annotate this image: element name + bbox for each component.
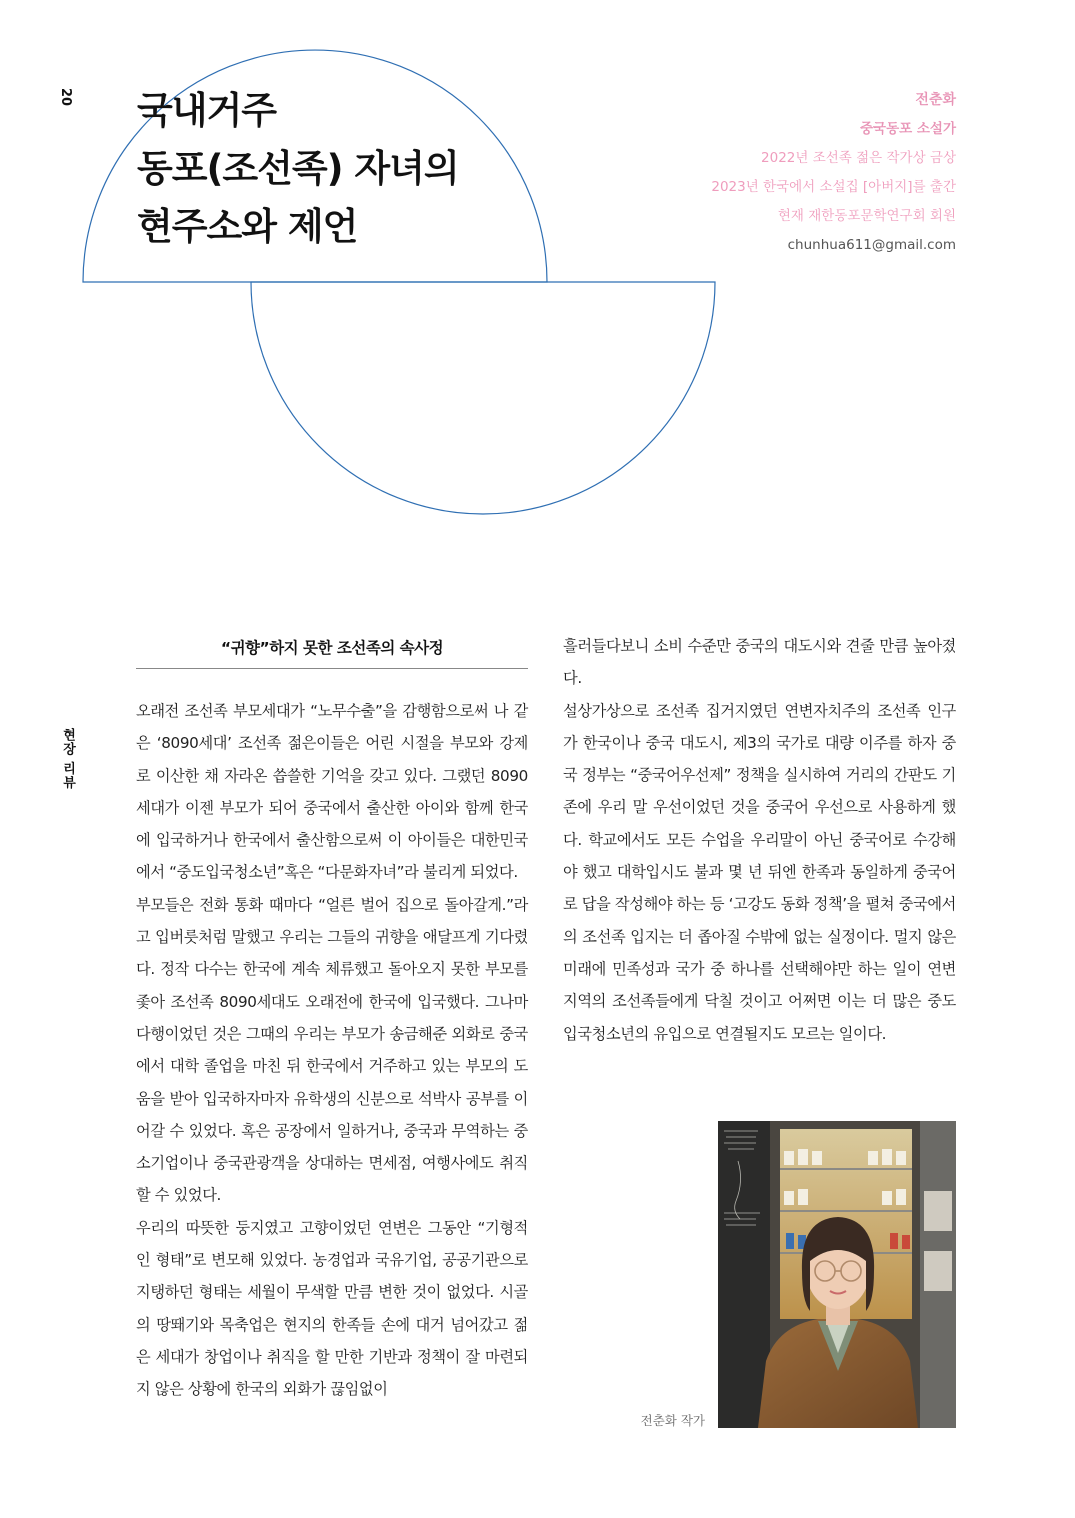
author-award: 2022년 조선족 젊은 작가상 금상 (761, 150, 956, 166)
author-info (596, 86, 956, 260)
paragraph: 부모들은 전화 통화 때마다 “얼른 벌어 집으로 돌아갈게.”라고 입버릇처럼 말했고 우리는 그들의 귀향을 애달프게 기다렸다. 정작 다수는 한국에 계속 체류했고 돌아오지 못한 부모를 좇아 조선족 8090세대도 오래전에 한국에 입국했다. 그나마 다행이었던 것은 그때의 우리는 부모가 송금해준 외화로 중국에서 대학 졸업을 마친 뒤 한국에서 거주하고 있는 부모의 도움을 받아 입국하자마자 유학생의 신분으로 석박사 공부를 이어갈 수 있었다. 혹은 공장에서 일하거나, 중국과 무역하는 중소기업이나 중국관광객을 상대하는 면세점, 여행사에도 취직할 수 있었다. (136, 895, 528, 1205)
section-label: 현장 리뷰 (60, 728, 75, 790)
author-membership: 현재 재한동포문학연구회 회원 (777, 208, 956, 224)
paragraph: 흘러들다보니 소비 수준만 중국의 대도시와 견줄 만큼 높아졌다. (563, 637, 956, 688)
author-photo-illustration (718, 1121, 956, 1428)
article-title (137, 82, 497, 256)
section-subheading: “귀향”하지 못한 조선족의 속사정 (136, 636, 528, 669)
title-line-3: 현주소와 제언 (137, 205, 358, 248)
title-line-2: 동포(조선족) 자녀의 (137, 147, 459, 190)
photo-caption: 전춘화 작가 (640, 1413, 705, 1428)
paragraph: 우리의 따뜻한 둥지였고 고향이었던 연변은 그동안 “기형적인 형태”로 변모해 있었다. 농경업과 국유기업, 공공기관으로 지탱하던 형태는 세월이 무색할 만큼 변한 것이 없었다. 시골의 땅뙈기와 목축업은 현지의 한족들 손에 대거 넘어갔고 젊은 세대가 창업이나 취직을 할 만한 기반과 정책이 잘 마련되지 않은 상황에 한국의 외화가 끊임없이 (136, 1218, 528, 1399)
author-email[interactable]: chunhua611@gmail.com (787, 237, 956, 253)
paragraph: 오래전 조선족 부모세대가 “노무수출”을 감행함으로써 나 같은 ‘8090세대’ 조선족 젊은이들은 어린 시절을 부모와 강제로 이산한 채 자라온 씁쓸한 기억을 갖고 있다. 그랬던 8090세대가 이젠 부모가 되어 중국에서 출산한 아이와 함께 한국에 입국하거나 한국에서 출산함으로써 이 아이들은 대한민국에서 “중도입국청소년”혹은 “다문화자녀”라 불리게 되었다. (136, 702, 528, 882)
right-column (563, 630, 956, 1050)
title-line-1: 국내거주 (137, 89, 276, 132)
author-photo (718, 1121, 956, 1428)
page-number: 20 (58, 88, 73, 107)
author-role: 중국동포 소설가 (860, 121, 956, 137)
paragraph: 설상가상으로 조선족 집거지였던 연변자치주의 조선족 인구가 한국이나 중국 대도시, 제3의 국가로 대량 이주를 하자 중국 정부는 “중국어우선제” 정책을 실시하여 거리의 간판도 기존에 우리 말 우선이었던 것을 중국어 우선으로 사용하게 했다. 학교에서도 모든 수업을 우리말이 아닌 중국어로 수강해야 했고 대학입시도 불과 몇 년 뒤엔 한족과 동일하게 중국어로 답을 작성해야 하는 등 ‘고강도 동화 정책’을 펼쳐 중국에서의 조선족 입지는 더 좁아질 수밖에 없는 실정이다. 멀지 않은 미래에 민족성과 국가 중 하나를 선택해야만 하는 일이 연변 지역의 조선족들에게 닥칠 것이고 어쩌면 이는 더 많은 중도입국청소년의 유입으로 연결될지도 모르는 일이다. (563, 701, 956, 1043)
author-book: 2023년 한국에서 소설집 [아버지]를 출간 (711, 179, 956, 195)
left-column (136, 695, 528, 1406)
author-name: 전춘화 (915, 92, 956, 108)
lower-semicircle (251, 282, 715, 514)
